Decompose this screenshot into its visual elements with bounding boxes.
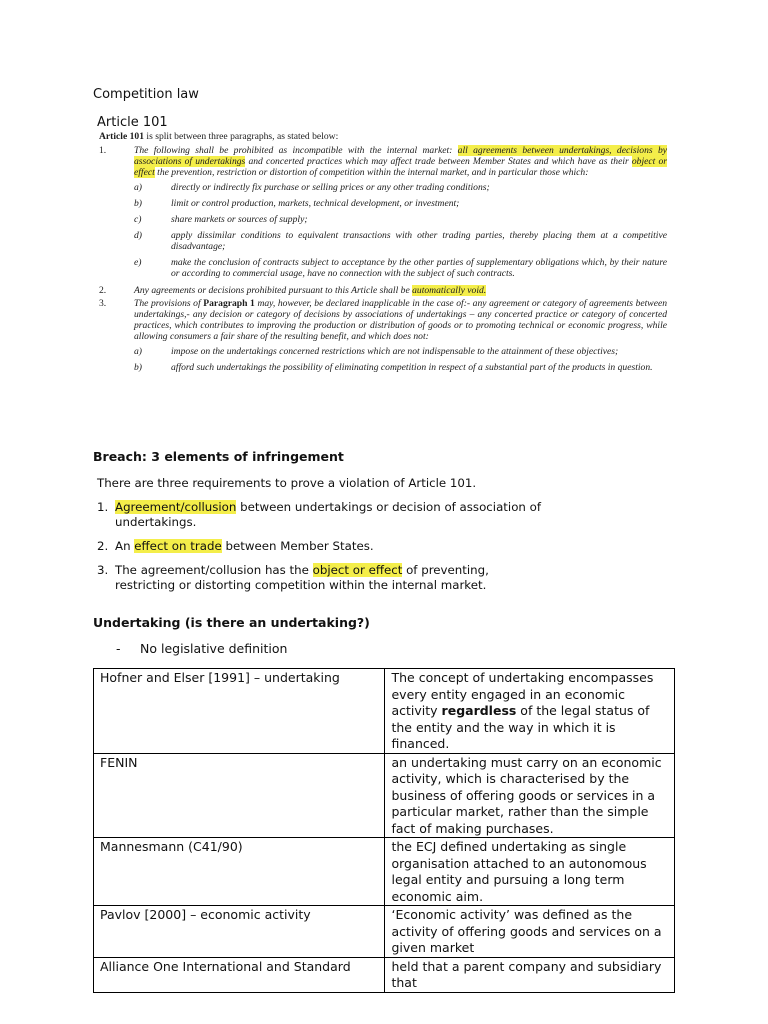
list-item: [97, 539, 547, 554]
case-name: Pavlov [2000] – economic activity: [94, 906, 385, 958]
item-text: apply dissimilar conditions to equivalent transactions with other trading parties, thereby placing them at a competitive disadvantage;: [171, 230, 667, 252]
item-text: impose on the undertakings concerned restrictions which are not indispensable to the attainment of these objectives;: [171, 346, 619, 357]
case-description: ‘Economic activity’ was defined as the activity of offering goods and services on a given market: [385, 906, 675, 958]
item-pre: The agreement/collusion has the: [115, 563, 313, 577]
description-text-end: of the legal status of the entity and the way in which it is financed.: [391, 703, 650, 751]
article-101-excerpt: [97, 131, 667, 379]
paragraph-text: [134, 145, 667, 178]
table-row: [94, 838, 675, 906]
excerpt-intro: [99, 131, 667, 142]
item-letter: a): [134, 182, 142, 193]
paragraph-1: [97, 145, 667, 178]
undertaking-heading: Undertaking (is there an undertaking?): [93, 615, 370, 630]
requirements-excerpt: [97, 476, 547, 602]
list-item: [97, 214, 667, 225]
item-number: 3.: [97, 563, 109, 577]
item-text: [115, 539, 547, 554]
table-row: [94, 906, 675, 958]
list-item: [97, 257, 667, 279]
paragraph-1-items: [97, 182, 667, 279]
list-item: [97, 362, 667, 373]
highlight-object-or-effect: object or effect: [134, 156, 667, 178]
item-number: 2.: [97, 539, 109, 553]
paragraph-3-text-b: may, however, be declared inapplicable in the case of:- any agreement or category of agreements between undertakings,- any decision or category of decisions by associations of undertakings – any concerted practice or category of concerted practices, which contributes to improving the production or distribution of goods or to promoting technical or economic progress, while allowing consumers a fair share of the resulting benefit, and which does not:: [134, 298, 668, 342]
item-text: directly or indirectly fix purchase or selling prices or any other trading conditions;: [171, 182, 490, 193]
paragraph-text: [134, 298, 667, 342]
case-description: [385, 669, 675, 754]
item-post: between Member States.: [221, 539, 374, 553]
case-name: FENIN: [94, 753, 385, 838]
requirements-intro: There are three requirements to prove a violation of Article 101.: [97, 476, 477, 490]
paragraph-2: [97, 285, 667, 296]
excerpt-intro-bold: Article 101: [99, 131, 145, 142]
item-number: 1.: [97, 500, 109, 514]
paragraph-1-text-c: the prevention, restriction or distortion of competition within the internal market, and in particular those which:: [154, 167, 589, 178]
item-text: afford such undertakings the possibility of eliminating competition in respect of a substantial part of the products in question.: [171, 362, 653, 373]
highlight-effect-on-trade: effect on trade: [134, 539, 222, 553]
list-item: [97, 182, 667, 193]
item-letter: d): [134, 230, 142, 241]
item-text: make the conclusion of contracts subject to acceptance by the other parties of supplementary obligations which, by their nature or according to commercial usage, have no connection with the subject of such contracts.: [171, 257, 667, 279]
list-item: [97, 563, 547, 593]
paragraph-text: [134, 285, 667, 296]
bullet-text: No legislative definition: [140, 641, 288, 656]
item-text: share markets or sources of supply;: [171, 214, 308, 225]
paragraph-number: 1.: [99, 145, 107, 156]
paragraph-number: 2.: [99, 285, 107, 296]
item-text: limit or control production, markets, technical development, or investment;: [171, 198, 460, 209]
table-row: [94, 669, 675, 754]
list-item: [97, 198, 667, 209]
paragraph-2-text: Any agreements or decisions prohibited pursuant to this Article shall be: [134, 285, 413, 296]
description-bold: regardless: [441, 703, 517, 718]
highlight-object-or-effect: object or effect: [312, 563, 403, 577]
case-description: the ECJ defined undertaking as single organisation attached to an autonomous legal entity and pursuing a long term economic aim.: [385, 838, 675, 906]
item-text: [115, 563, 547, 593]
list-item: [97, 346, 667, 357]
bullet-item: [116, 641, 287, 656]
case-name: Mannesmann (C41/90): [94, 838, 385, 906]
item-letter: b): [134, 362, 142, 373]
item-post: of preventing, restricting or distorting competition within the internal market.: [115, 563, 489, 592]
case-name: Hofner and Elser [1991] – undertaking: [94, 669, 385, 754]
item-letter: a): [134, 346, 142, 357]
case-name: Alliance One International and Standard: [94, 957, 385, 992]
bullet-dash: -: [116, 641, 121, 656]
excerpt-intro-text: is split between three paragraphs, as stated below:: [144, 131, 339, 142]
case-description: an undertaking must carry on an economic activity, which is characterised by the business of offering goods or services in a particular market, rather than the simple fact of making purchases.: [385, 753, 675, 838]
paragraph-3-items: [97, 346, 667, 373]
description-text: The concept of undertaking encompasses every entity engaged in an economic activity: [391, 670, 654, 718]
case-description: held that a parent company and subsidiary that: [385, 957, 675, 992]
item-letter: b): [134, 198, 142, 209]
paragraph-number: 3.: [99, 298, 107, 309]
paragraph-1-reference: Paragraph 1: [203, 298, 255, 309]
highlight-automatically-void: automatically void.: [412, 285, 487, 296]
article-heading: Article 101: [97, 115, 168, 130]
highlight-agreement-collusion: Agreement/collusion: [115, 500, 237, 514]
list-item: [97, 230, 667, 252]
table-row: [94, 957, 675, 992]
document-title: Competition law: [93, 87, 199, 102]
highlight-agreements: all agreements between undertakings, decisions by associations of undertakings: [134, 145, 667, 167]
paragraph-3: [97, 298, 667, 342]
paragraph-3-text-a: The provisions of: [134, 298, 204, 309]
list-item: [97, 500, 547, 530]
item-letter: c): [134, 214, 142, 225]
breach-heading: Breach: 3 elements of infringement: [93, 449, 344, 464]
item-post: between undertakings or decision of association of undertakings.: [115, 500, 542, 529]
paragraph-1-text-a: The following shall be prohibited as incompatible with the internal market:: [134, 145, 458, 156]
item-letter: e): [134, 257, 142, 268]
item-text: [115, 500, 547, 530]
item-pre: An: [115, 539, 135, 553]
case-table: [93, 668, 675, 993]
paragraph-1-text-b: and concerted practices which may affect trade between Member States and which have as their: [245, 156, 632, 167]
table-row: [94, 753, 675, 838]
